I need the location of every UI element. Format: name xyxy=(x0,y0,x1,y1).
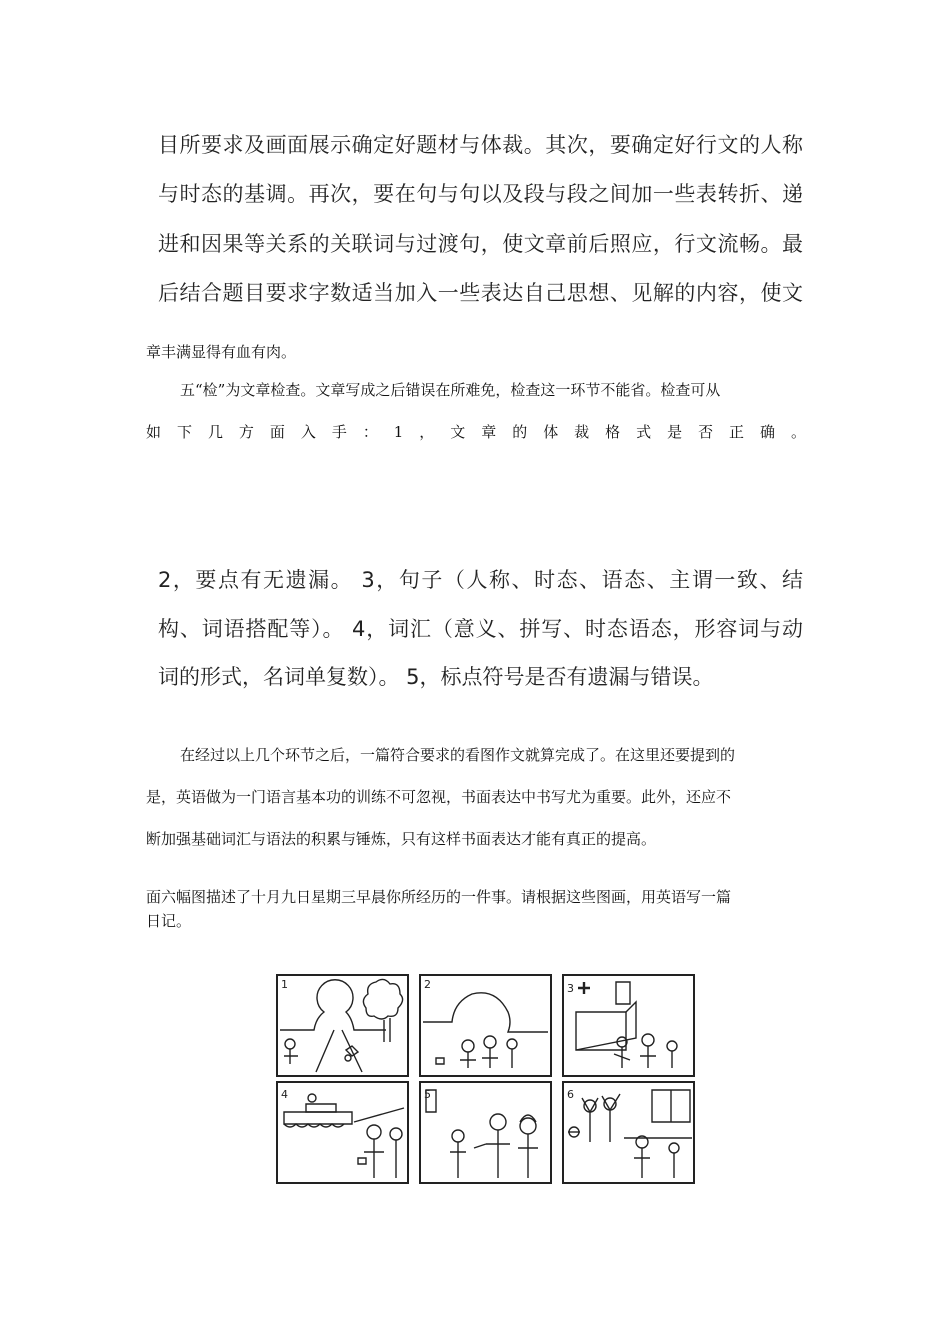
panel-number: 3 xyxy=(567,982,574,995)
comic-panel-2 xyxy=(420,975,551,1076)
comic-panel-4 xyxy=(277,1082,408,1183)
comic-panel-3 xyxy=(563,975,694,1076)
text-line: 目所要求及画面展示确定好题材与体裁。其次，要确定好行文的人称 xyxy=(158,133,803,157)
closing-line: 是，英语做为一门语言基本功的训练不可忽视，书面表达中书写尤为重要。此外，还应不 xyxy=(146,788,732,806)
task-line: 面六幅图描述了十月九日星期三早晨你所经历的一件事。请根据这些图画，用英语写一篇 xyxy=(146,888,732,906)
panel-number: 1 xyxy=(281,978,288,991)
task-line: 日记。 xyxy=(146,912,192,930)
panel-number: 4 xyxy=(281,1088,288,1101)
step5-line: 如下几方面入手：1，文章的体裁格式是否正确。 xyxy=(146,423,806,441)
checklist-line: 词的形式，名词单复数）。 5，标点符号是否有遗漏与错误。 xyxy=(158,665,714,689)
closing-line: 在经过以上几个环节之后，一篇符合要求的看图作文就算完成了。在这里还要提到的 xyxy=(180,746,736,764)
text-line: 与时态的基调。再次，要在句与句以及段与段之间加一些表转折、递 xyxy=(158,182,803,206)
panel-number: 6 xyxy=(567,1088,574,1101)
paragraph-continuation: 章丰满显得有血有肉。 xyxy=(146,343,297,361)
closing-line: 断加强基础词汇与语法的积累与锤炼，只有这样书面表达才能有真正的提高。 xyxy=(146,830,657,848)
panel-number: 2 xyxy=(424,978,431,991)
comic-panel-1 xyxy=(277,975,408,1076)
text-line: 进和因果等关系的关联词与过渡句，使文章前后照应，行文流畅。最 xyxy=(158,232,803,256)
text-line: 后结合题目要求字数适当加入一些表达自己思想、见解的内容，使文 xyxy=(158,281,803,305)
comic-panel-6 xyxy=(563,1082,694,1183)
panel-number: 5 xyxy=(424,1088,431,1101)
checklist-line: 构、词语搭配等）。 4，词汇（意义、拼写、时态语态，形容词与动 xyxy=(158,617,803,641)
comic-panel-5 xyxy=(420,1082,551,1183)
comic-strip xyxy=(276,972,698,1184)
step5-line: 五“检”为文章检查。文章写成之后错误在所难免，检查这一环节不能省。检查可从 xyxy=(180,381,721,399)
checklist-line: 2，要点有无遗漏。 3，句子（人称、时态、语态、主谓一致、结 xyxy=(158,568,803,592)
